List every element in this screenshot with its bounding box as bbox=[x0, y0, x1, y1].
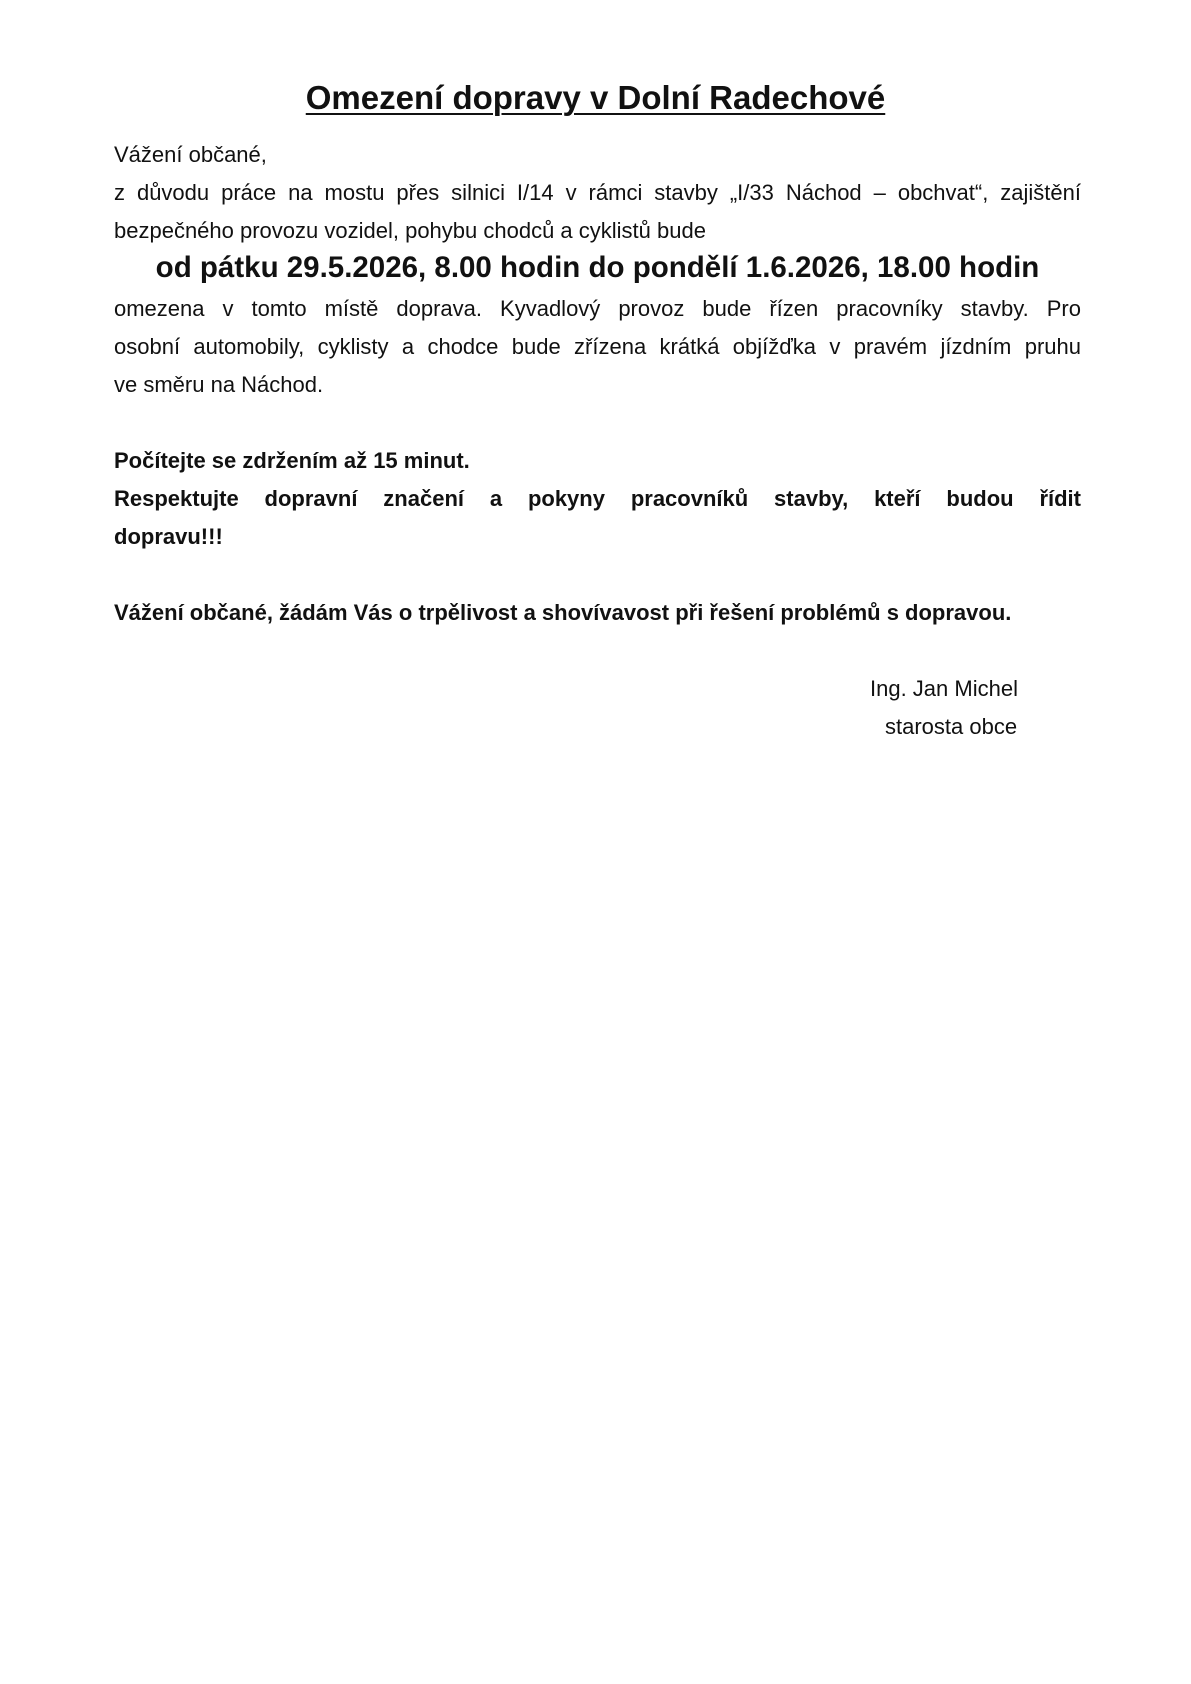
details-line-3: ve směru na Náchod. bbox=[114, 372, 324, 397]
respect-line-1: Respektujte dopravní značení a pokyny pracovníků stavby, kteří budou řídit bbox=[114, 486, 1081, 511]
document-title: Omezení dopravy v Dolní Radechové bbox=[305, 79, 886, 116]
date-range-heading: od pátku 29.5.2026, 8.00 hodin do pondělí 1.6.2026, 18.00 hodin bbox=[155, 251, 1040, 284]
closing-block bbox=[114, 594, 1081, 632]
intro-line-1: z důvodu práce na mostu přes silnici I/14 v rámci stavby „I/33 Náchod – obchvat“, zajištění bbox=[114, 180, 1081, 205]
signature-name: Ing. Jan Michel bbox=[870, 676, 1018, 701]
salutation: Vážení občané, bbox=[114, 142, 267, 167]
intro-block bbox=[114, 136, 1081, 250]
notice-block bbox=[114, 442, 1081, 556]
closing-text: Vážení občané, žádám Vás o trpělivost a shovívavost při řešení problémů s dopravou. bbox=[114, 600, 1012, 625]
details-line-2: osobní automobily, cyklisty a chodce bude zřízena krátká objížďka v pravém jízdním pruhu bbox=[114, 334, 1081, 359]
details-line-1: omezena v tomto místě doprava. Kyvadlový provoz bude řízen pracovníky stavby. Pro bbox=[114, 296, 1081, 321]
delay-notice: Počítejte se zdržením až 15 minut. bbox=[114, 448, 470, 473]
respect-line-2: dopravu!!! bbox=[114, 524, 223, 549]
intro-line-2: bezpečného provozu vozidel, pohybu chodců a cyklistů bude bbox=[114, 218, 706, 243]
signature-role: starosta obce bbox=[885, 714, 1018, 739]
details-block bbox=[114, 290, 1081, 404]
signature-block bbox=[870, 670, 1090, 746]
